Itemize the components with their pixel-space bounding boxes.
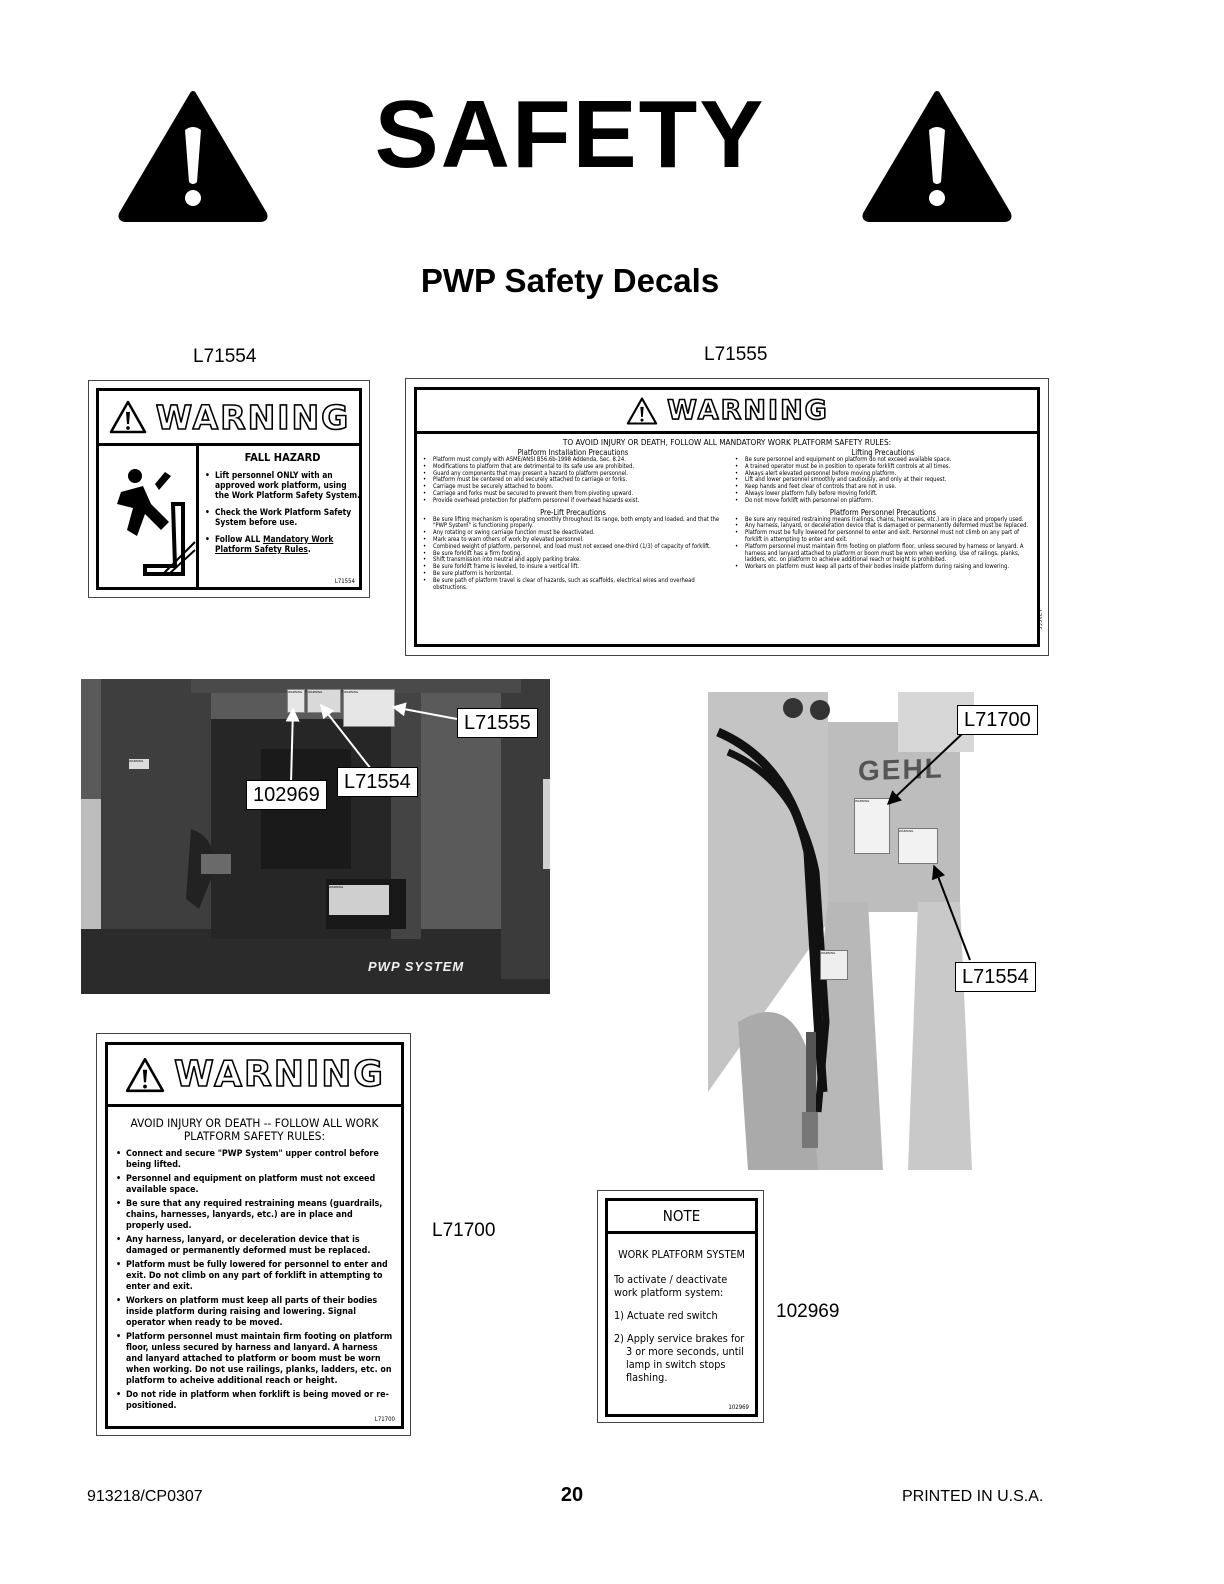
- gehl-brand-text: GEHL: [858, 752, 944, 787]
- fall-pictogram: [99, 446, 199, 587]
- decal-item: • Lift personnel ONLY with an approved work platform, using the Work Platform Safety System.: [205, 470, 360, 500]
- decal-thumb: WARNING: [820, 950, 848, 980]
- decal-item: • Workers on platform must keep all parts of their bodies inside platform during raising and lowering.: [735, 564, 1031, 571]
- decal-item: • Lift and lower personnel smoothly and cautiously, and only at their request.: [735, 477, 1031, 484]
- decal-item: • Be sure path of platform travel is clear of hazards, such as scaffolds, electrical wires and overhead obstructions.: [423, 578, 723, 592]
- decal-item: • Mark area to warn others of work by elevated personnel.: [423, 537, 723, 544]
- decal-item: • Check the Work Platform Safety System before use.: [205, 507, 360, 527]
- decal-l71700: [96, 1033, 411, 1436]
- callout-arrows: [708, 692, 974, 1170]
- warning-triangle-icon: [118, 88, 268, 223]
- callout-l71554: L71554: [955, 962, 1036, 992]
- decal-thumb: WARNING: [329, 885, 389, 915]
- printed-in-label: PRINTED IN U.S.A.: [902, 1488, 1044, 1505]
- decal-item: • Platform personnel must maintain firm footing on platform floor, unless secured by harness and lanyard. A harness and lanyard attached to platform or boom must be worn when working. Do not use railings, planks, ladders, etc. on platform to acheive additional reach or height.: [116, 1332, 393, 1387]
- decal-l71555: [405, 378, 1049, 656]
- part-tag: L71554: [334, 578, 355, 585]
- decal-item: • Be sure forklift frame is leveled, to insure a vertical lift.: [423, 564, 723, 571]
- decal-item-suffix: .: [307, 544, 311, 554]
- decal-item: • Be sure that any required restraining means (guardrails, chains, harnesses, lanyards, etc.) are in place and properly used.: [116, 1199, 393, 1232]
- decal-item: • Connect and secure "PWP System" upper control before being lifted.: [116, 1149, 393, 1171]
- hazard-title: FALL HAZARD: [244, 451, 321, 464]
- caption-l71555: L71555: [704, 344, 768, 365]
- decal-item: • Be sure forklift has a firm footing.: [423, 551, 723, 558]
- decal-item: • Guard any components that may present a hazard to platform personnel.: [423, 471, 723, 478]
- callout-102969: 102969: [246, 780, 327, 810]
- decal-item: • Platform must be fully lowered for personnel to enter and exit. Do not climb on any part of forklift in attempting to enter and exit.: [116, 1260, 393, 1293]
- note-header: NOTE: [608, 1201, 755, 1234]
- decal-item: • Any harness, lanyard, or deceleration device that is damaged or permanently deformed must be replaced.: [735, 523, 1031, 530]
- photo-forklift-cab: [81, 679, 550, 994]
- warning-triangle-icon: [108, 399, 148, 435]
- section-title: Pre-Lift Precautions: [540, 507, 606, 517]
- warning-word: WARNING: [155, 397, 351, 437]
- warning-word: WARNING: [174, 1054, 385, 1095]
- decal-item: • Do not ride in platform when forklift is being moved or re-positioned.: [116, 1390, 393, 1412]
- callout-l71554: L71554: [337, 767, 418, 797]
- part-tag: L71555: [1035, 609, 1042, 630]
- falling-person-icon: [99, 446, 199, 587]
- decal-thumb: WARNING: [307, 689, 341, 713]
- decal-item: • Any rotating or swing carriage function must be deactivated.: [423, 530, 723, 537]
- decal-item: • Be sure personnel and equipment on platform do not exceed available space.: [735, 457, 1031, 464]
- document-number: 913218/CP0307: [87, 1488, 203, 1505]
- decal-thumb: WARNING: [287, 689, 305, 713]
- decal-102969: [597, 1190, 764, 1423]
- warning-header: [417, 390, 1037, 434]
- decal-item: • Modifications to platform that are detrimental to its safe use are prohibited.: [423, 464, 723, 471]
- note-step-1: 1) Actuate red switch: [614, 1309, 718, 1322]
- decal-item: • Any harness, lanyard, or deceleration device that is damaged or permanently deformed must be replaced.: [116, 1235, 393, 1257]
- page-title: SAFETY: [374, 81, 766, 188]
- decal-item: • Platform personnel must maintain firm footing on platform floor, unless secured by harness or lanyard. A harness and lanyard attached to platform or boom must be worn when working. Use of railings, planks, ladders, etc. on platform to achieve additional reach or height is prohibited.: [735, 544, 1031, 564]
- decal-item: • Always alert elevated personnel before moving platform.: [735, 471, 1031, 478]
- pwp-system-label: PWP SYSTEM: [368, 959, 465, 974]
- warning-header: [99, 391, 359, 446]
- note-step-2: 2) Apply service brakes for 3 or more seconds, until lamp in switch stops flashing.: [614, 1332, 745, 1384]
- callout-l71700: L71700: [957, 705, 1038, 735]
- decal-item-rules: Mandatory Work Platform Safety Rules: [215, 534, 334, 554]
- decal-item: • Shift transmission into neutral and apply parking brake.: [423, 557, 723, 564]
- caption-l71700: L71700: [432, 1220, 496, 1241]
- decal-heading: TO AVOID INJURY OR DEATH, FOLLOW ALL MANDATORY WORK PLATFORM SAFETY RULES:: [562, 437, 892, 447]
- decal-item: • Platform must be fully lowered for personnel to enter and exit. Personnel must not climb on any part of forklift in attempting to enter and exit.: [735, 530, 1031, 544]
- part-tag: 102969: [728, 1404, 749, 1411]
- decal-item: • Be sure platform is horizontal.: [423, 571, 723, 578]
- warning-triangle-icon: [124, 1056, 166, 1094]
- section-title: Platform Installation Precautions: [517, 448, 629, 457]
- decal-item: • Platform must be centered on and securely attached to carriage or forks.: [423, 477, 723, 484]
- decal-item: • A trained operator must be in position to operate forklift controls at all times.: [735, 464, 1031, 471]
- decal-thumb: WARNING: [898, 828, 938, 864]
- decal-thumb: WARNING: [343, 689, 395, 727]
- decal-item: • Always lower platform fully before moving forklift.: [735, 491, 1031, 498]
- decal-column-left: [423, 448, 723, 591]
- decal-l71554: [88, 380, 370, 598]
- decal-column-right: [735, 448, 1031, 571]
- note-intro: To activate / deactivate work platform system:: [614, 1273, 728, 1299]
- decal-item: • Workers on platform must keep all parts of their bodies inside platform during raising and lowering. Signal operator when ready to be moved.: [116, 1296, 393, 1329]
- decal-item: • Provide overhead protection for platform personnel if overhead hazards exist.: [423, 498, 723, 505]
- callout-l71555: L71555: [457, 708, 538, 738]
- warning-triangle-icon: [862, 88, 1012, 223]
- decal-item: • Be sure any required restraining means (railings, chains, harnesses, etc.) are in place and properly used.: [735, 517, 1031, 524]
- note-heading: WORK PLATFORM SYSTEM: [618, 1248, 745, 1261]
- caption-l71554: L71554: [193, 346, 257, 367]
- warning-word: WARNING: [667, 395, 829, 426]
- decal-item: • Platform must comply with ASME/ANSI B56.6b-1998 Addenda, Sec. 8.24.: [423, 457, 723, 464]
- decal-item: • Be sure lifting mechanism is operating smoothly throughout its range, both empty and loaded, and that the "PWP System" is functioning properly.: [423, 517, 723, 531]
- photo-carriage: [708, 692, 974, 1170]
- section-title: Lifting Precautions: [851, 448, 915, 457]
- decal-item-prefix: Follow ALL: [215, 534, 263, 544]
- caption-102969: 102969: [776, 1301, 840, 1322]
- decal-item: • Personnel and equipment on platform must not exceed available space.: [116, 1174, 393, 1196]
- decal-item: [205, 534, 360, 554]
- decal-body: [205, 451, 360, 554]
- page-number: 20: [560, 1484, 584, 1506]
- decal-item: • Do not move forklift with personnel on platform.: [735, 498, 1031, 505]
- decal-item: • Carriage must be securely attached to boom.: [423, 484, 723, 491]
- decal-item: • Carriage and forks must be secured to prevent them from pivoting upward.: [423, 491, 723, 498]
- decal-thumb: WARNING: [129, 759, 149, 769]
- warning-header: [108, 1045, 401, 1107]
- decal-item: • Keep hands and feet clear of controls that are not in use.: [735, 484, 1031, 491]
- decal-heading: AVOID INJURY OR DEATH -- FOLLOW ALL WORK PLATFORM SAFETY RULES:: [130, 1116, 379, 1143]
- warning-triangle-icon: [625, 396, 659, 426]
- decal-thumb: WARNING: [854, 798, 890, 854]
- section-subtitle: PWP Safety Decals: [420, 262, 720, 299]
- decal-item: • Combined weight of platform, personnel, and load must not exceed one-third (1/3) of capacity of forklift.: [423, 544, 723, 551]
- section-title: Platform Personnel Precautions: [829, 507, 937, 517]
- part-tag: L71700: [374, 1416, 395, 1423]
